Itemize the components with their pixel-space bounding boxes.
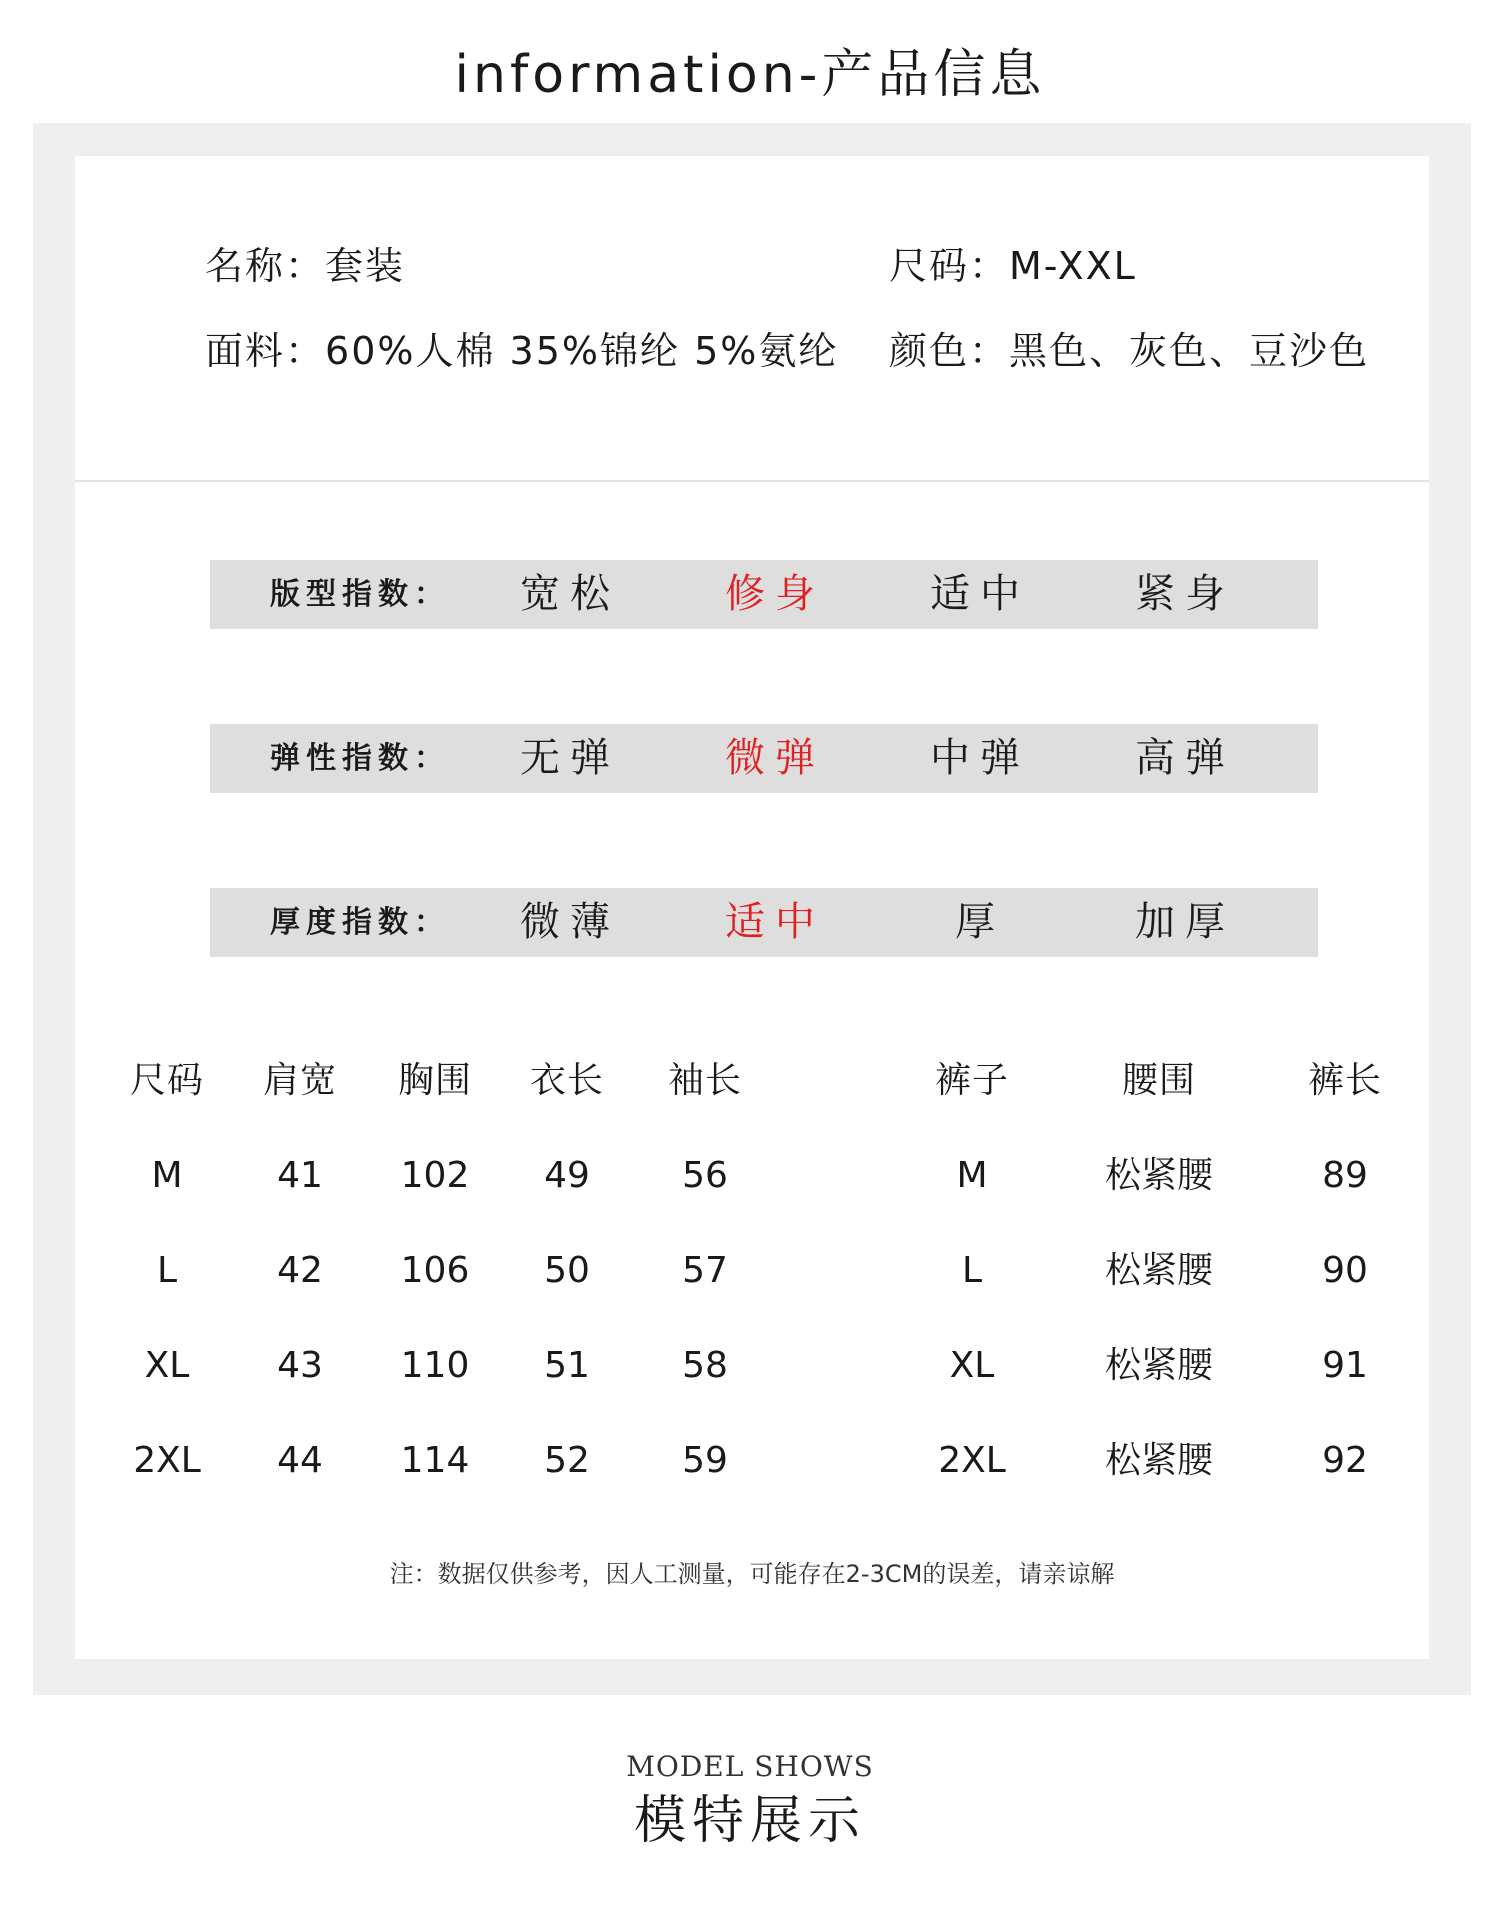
color-label: 颜色： [889, 329, 1010, 373]
section-divider [75, 480, 1429, 482]
table-cell: 松紧腰 [1104, 1250, 1213, 1291]
thickness-option-medium: 适中 [725, 899, 825, 945]
table-cell: 52 [544, 1440, 590, 1481]
info-frame [33, 123, 1471, 1695]
thickness-option-extra-thick: 加厚 [1135, 899, 1235, 945]
table-header-cell: 尺码 [129, 1060, 204, 1101]
table-cell: 50 [544, 1250, 590, 1291]
stretch-index-label: 弹性指数： [270, 741, 450, 776]
page-title: information-产品信息 [454, 45, 1046, 105]
table-cell: 2XL [938, 1440, 1006, 1481]
table-cell: 41 [277, 1155, 323, 1196]
table-cell: 89 [1322, 1155, 1368, 1196]
color-value: 黑色、灰色、豆沙色 [1009, 329, 1370, 373]
table-cell: 114 [400, 1440, 470, 1481]
stretch-option-high: 高弹 [1135, 735, 1235, 781]
table-header-cell: 袖长 [667, 1060, 742, 1101]
table-cell: 91 [1322, 1345, 1368, 1386]
table-cell: L [156, 1250, 178, 1291]
table-cell: 92 [1322, 1440, 1368, 1481]
table-cell: 2XL [133, 1440, 201, 1481]
table-header-cell: 肩宽 [262, 1060, 337, 1101]
thickness-option-thick: 厚 [955, 899, 1005, 945]
table-header-cell: 腰围 [1121, 1060, 1196, 1101]
fabric-value: 60%人棉 35%锦纶 5%氨纶 [325, 329, 839, 373]
stretch-option-none: 无弹 [520, 735, 620, 781]
name-label: 名称： [205, 244, 326, 288]
table-cell: 44 [277, 1440, 323, 1481]
fit-option-loose: 宽松 [520, 571, 620, 617]
table-cell: 松紧腰 [1104, 1440, 1213, 1481]
fit-index-label: 版型指数： [270, 577, 450, 612]
fit-index-bar [210, 560, 1318, 629]
measurement-note: 注：数据仅供参考，因人工测量，可能存在2-3CM的误差，请亲谅解 [389, 1560, 1115, 1588]
color-row [889, 326, 1369, 376]
table-cell: 102 [400, 1155, 470, 1196]
stretch-option-medium: 中弹 [930, 735, 1030, 781]
size-range-row [889, 241, 1137, 291]
thickness-option-thin: 微薄 [520, 899, 620, 945]
table-cell: 110 [400, 1345, 470, 1386]
model-shows-english: MODEL SHOWS [626, 1750, 874, 1783]
table-cell: M [956, 1155, 988, 1196]
table-header-cell: 裤子 [934, 1060, 1009, 1101]
table-cell: 43 [277, 1345, 323, 1386]
table-cell: L [961, 1250, 983, 1291]
thickness-index-label: 厚度指数： [270, 905, 450, 940]
fabric-row [205, 326, 838, 376]
table-cell: 56 [682, 1155, 728, 1196]
fit-option-tight: 紧身 [1135, 571, 1235, 617]
fabric-label: 面料： [205, 329, 326, 373]
table-header-cell: 胸围 [397, 1060, 472, 1101]
name-row [205, 241, 405, 291]
fit-option-regular: 适中 [930, 571, 1030, 617]
table-cell: M [151, 1155, 183, 1196]
table-header-cell: 衣长 [529, 1060, 604, 1101]
info-panel [75, 156, 1429, 1659]
table-cell: XL [144, 1345, 190, 1386]
table-cell: 58 [682, 1345, 728, 1386]
table-header-cell: 裤长 [1307, 1060, 1382, 1101]
size-value: M-XXL [1009, 244, 1137, 288]
table-cell: 59 [682, 1440, 728, 1481]
table-cell: 106 [400, 1250, 470, 1291]
stretch-option-slight: 微弹 [725, 735, 825, 781]
table-cell: 90 [1322, 1250, 1368, 1291]
table-cell: 松紧腰 [1104, 1345, 1213, 1386]
name-value: 套装 [325, 244, 406, 288]
size-label: 尺码： [889, 244, 1010, 288]
table-cell: 49 [544, 1155, 590, 1196]
model-shows-chinese: 模特展示 [633, 1791, 866, 1851]
table-cell: XL [949, 1345, 995, 1386]
table-cell: 松紧腰 [1104, 1155, 1213, 1196]
table-cell: 51 [544, 1345, 590, 1386]
table-cell: 42 [277, 1250, 323, 1291]
fit-option-slim: 修身 [725, 571, 825, 617]
table-cell: 57 [682, 1250, 728, 1291]
thickness-index-bar [210, 888, 1318, 957]
stretch-index-bar [210, 724, 1318, 793]
